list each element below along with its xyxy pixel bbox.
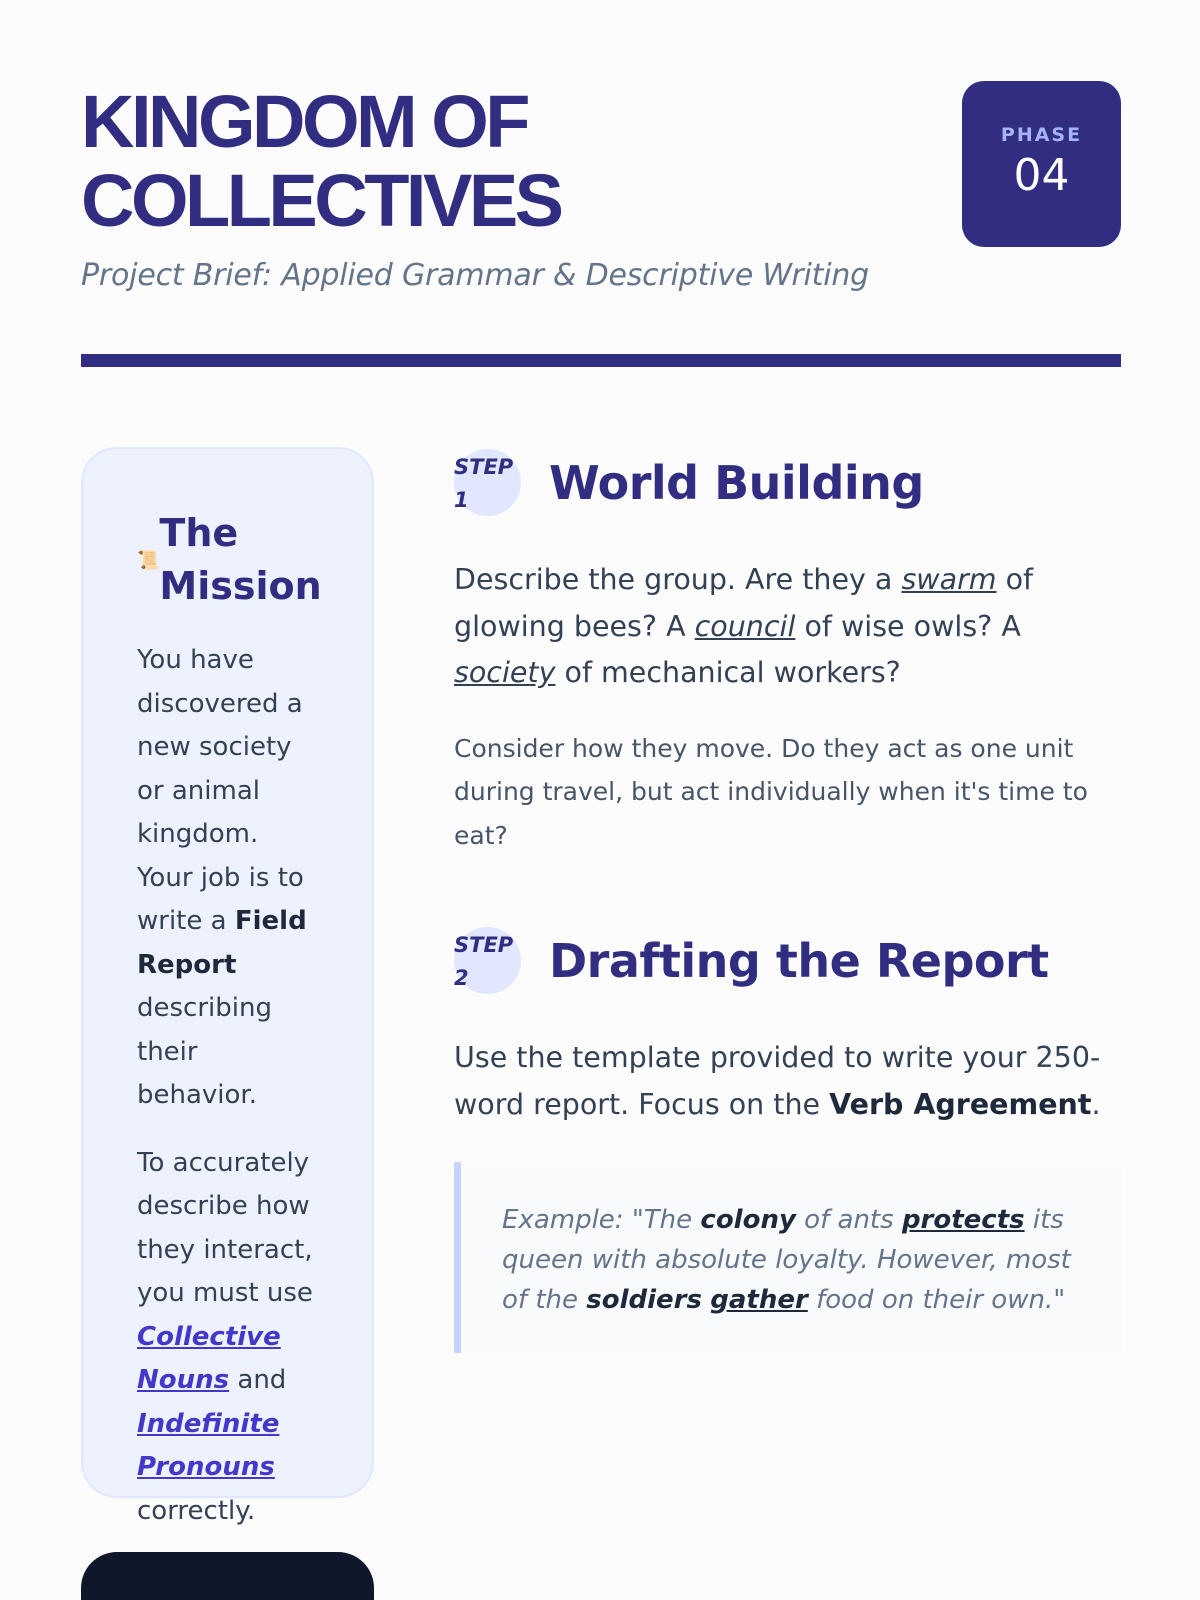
scroll-icon: 📜 (137, 549, 160, 570)
step-note: Consider how they move. Do they act as one unit during travel, but act individually when it's time to eat? (454, 733, 1088, 850)
mission-sidebar (81, 447, 374, 1526)
step-description (454, 1035, 1121, 1128)
step-badge (454, 449, 521, 516)
quote-text: of ants (795, 1205, 902, 1235)
phase-number: 04 (1013, 150, 1070, 201)
steps-section (454, 449, 1121, 1353)
quote-text: food on their own." (807, 1285, 1066, 1315)
step-heading (454, 449, 1121, 516)
dark-card (81, 1552, 374, 1600)
page-title (81, 82, 841, 240)
step-badge-label: STEP 1 (454, 455, 514, 512)
step-title: Drafting the Report (549, 933, 1049, 988)
step-badge-label: STEP 2 (454, 933, 514, 990)
mission-paragraph-2 (137, 1142, 320, 1534)
example-quote (454, 1162, 1121, 1353)
page-subtitle: Project Brief: Applied Grammar & Descriptive Writing (81, 258, 869, 293)
mission-text: You have discovered a new society or animal kingdom. Your job is to write a (137, 645, 304, 936)
verb: gather (710, 1285, 808, 1315)
plural-noun: soldiers (586, 1285, 702, 1315)
phase-badge (962, 81, 1121, 247)
mission-text: and (229, 1365, 287, 1395)
step-text: Describe the group. Are they a (454, 563, 902, 596)
header-divider (81, 354, 1121, 367)
indefinite-pronouns-link[interactable]: Indefinite Pronouns (137, 1408, 280, 1482)
step-1 (454, 449, 1121, 857)
step-description (454, 557, 1121, 697)
step-text: . (1091, 1087, 1101, 1121)
example-term: society (454, 656, 556, 689)
step-text: of glowing bees? A (454, 563, 1034, 643)
step-2 (454, 927, 1121, 1353)
verb-agreement-term: Verb Agreement (829, 1087, 1092, 1121)
step-heading (454, 927, 1121, 994)
mission-heading (137, 507, 320, 613)
step-text: of mechanical workers? (555, 656, 901, 689)
step-title: World Building (549, 455, 924, 510)
mission-text: describing their behavior. (137, 993, 272, 1110)
step-badge (454, 927, 521, 994)
example-term: swarm (901, 563, 997, 596)
mission-text: correctly. (137, 1495, 256, 1526)
title-line-1: KINGDOM OF (81, 80, 527, 163)
quote-text (702, 1285, 710, 1315)
example-term: council (694, 609, 796, 643)
collective-nouns-link[interactable]: Collective Nouns (137, 1321, 281, 1395)
mission-text: To accurately describe how they interact, you must use (137, 1147, 313, 1308)
verb: protects (901, 1205, 1025, 1235)
quote-text: Example: "The (502, 1205, 701, 1235)
quote-text: its queen with absolute loyalty. However, most of the (502, 1205, 1071, 1315)
step-text: of wise owls? A (795, 609, 1021, 643)
step-text: Use the template provided to write your 250-word report. Focus on the (454, 1041, 1101, 1121)
mission-title: The Mission (159, 511, 322, 608)
mission-paragraph-1 (137, 639, 320, 1118)
title-line-2: COLLECTIVES (81, 159, 561, 242)
field-report-term: Field Report (137, 906, 307, 980)
collective-noun: colony (700, 1205, 796, 1235)
phase-label: PHASE (1000, 124, 1083, 146)
